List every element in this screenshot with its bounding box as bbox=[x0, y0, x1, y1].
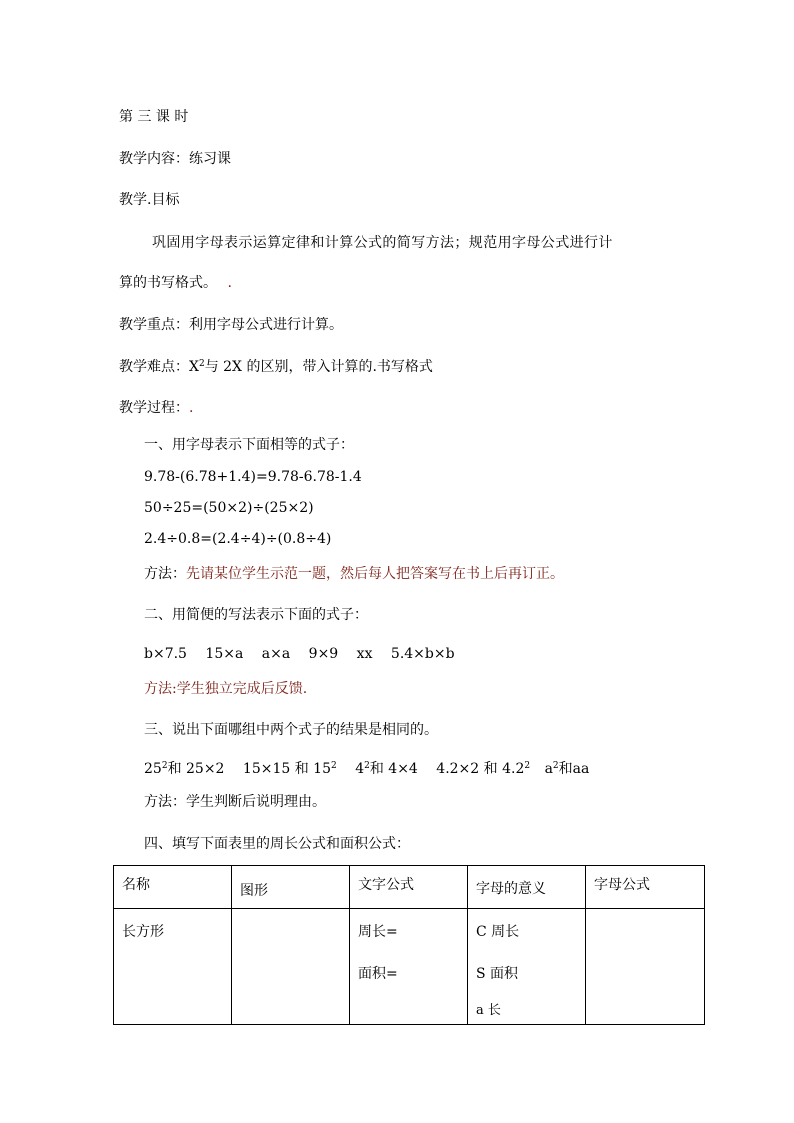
pair-1: $25^2$和 25×2 bbox=[144, 761, 225, 777]
table-cell-figure bbox=[232, 909, 350, 1025]
expression: 5.4×b×b bbox=[390, 646, 455, 662]
area-formula: 面积= bbox=[358, 966, 398, 982]
section-1-method-text: 先请某位学生示范一题，然后每人把答案写在书上后再订正。 bbox=[186, 566, 564, 582]
section-3-method: 方法：学生判断后说明理由。 bbox=[144, 794, 326, 810]
process-dot: . bbox=[189, 400, 194, 416]
teaching-goals-label: 教学.目标 bbox=[119, 192, 180, 208]
process-label: 教学过程： bbox=[119, 400, 189, 416]
table-cell-text-formula bbox=[350, 909, 468, 1025]
teaching-difficulty bbox=[119, 358, 433, 376]
goals-text-2: 算的书写格式。 bbox=[119, 275, 217, 291]
teaching-content-label: 教学内容： bbox=[119, 151, 189, 167]
section-4-title: 四、填写下面表里的周长公式和面积公式： bbox=[144, 836, 410, 852]
section-3-title: 三、说出下面哪组中两个式子的结果是相同的。 bbox=[144, 722, 438, 738]
table-cell-letter-meaning bbox=[468, 909, 586, 1025]
meaning-area: S 面积 bbox=[476, 966, 519, 982]
section-1-method-label: 方法： bbox=[144, 566, 186, 582]
pair-3: $4^2$和 4×4 bbox=[355, 761, 418, 777]
teaching-goals-text-2 bbox=[119, 274, 232, 292]
section-1-line-2: 50÷25=(50×2)÷(25×2) bbox=[144, 500, 314, 516]
section-1-line-3: 2.4÷0.8=(2.4÷4)÷(0.8÷4) bbox=[144, 531, 332, 547]
teaching-key-point: 教学重点：利用字母公式进行计算。 bbox=[119, 317, 343, 333]
table-header: 文字公式 bbox=[350, 866, 468, 909]
meaning-length: a 长 bbox=[476, 1003, 501, 1018]
pair-5: $a^2$和aa bbox=[544, 761, 590, 777]
meaning-perimeter: C 周长 bbox=[476, 924, 520, 940]
section-3-pairs bbox=[144, 760, 589, 778]
expression: b×7.5 bbox=[144, 646, 187, 662]
teaching-process bbox=[119, 399, 193, 417]
difficulty-exponent: 2 bbox=[198, 359, 205, 369]
difficulty-prefix: 教学难点：X bbox=[119, 359, 199, 375]
table-cell-name: 长方形 bbox=[114, 909, 232, 1025]
goals-text-2-dot: . bbox=[227, 275, 232, 291]
section-1-title: 一、用字母表示下面相等的式子： bbox=[144, 437, 354, 453]
perimeter-formula: 周长= bbox=[358, 924, 398, 940]
expression: xx bbox=[356, 646, 373, 662]
section-1-method bbox=[144, 565, 564, 583]
section-2-method: 方法:学生独立完成后反馈. bbox=[144, 681, 308, 697]
expression: a×a bbox=[261, 646, 291, 662]
section-2-expressions bbox=[144, 645, 455, 663]
table-header: 字母的意义 bbox=[468, 866, 586, 909]
difficulty-suffix: 与 2X 的区别，带入计算的.书写格式 bbox=[204, 359, 433, 375]
table-cell-letter-formula bbox=[586, 909, 705, 1025]
lesson-title: 第 三 课 时 bbox=[119, 109, 189, 125]
pair-2: 15×15 和 $15^2$ bbox=[242, 761, 337, 777]
teaching-content bbox=[119, 150, 231, 168]
table-header-row bbox=[114, 866, 705, 909]
expression: 15×a bbox=[205, 646, 244, 662]
section-2-title: 二、用简便的写法表示下面的式子： bbox=[144, 607, 368, 623]
teaching-content-value: 练习课 bbox=[189, 151, 231, 167]
formula-table bbox=[113, 865, 705, 1025]
expression: 9×9 bbox=[308, 646, 339, 662]
table-header: 名称 bbox=[114, 866, 232, 909]
table-header: 字母公式 bbox=[586, 866, 705, 909]
table-header: 图形 bbox=[232, 866, 350, 909]
teaching-goals-text-1: 巩固用字母表示运算定律和计算公式的简写方法；规范用字母公式进行计 bbox=[152, 235, 613, 251]
pair-4: 4.2×2 和 $4.2^2$ bbox=[436, 761, 531, 777]
section-1-line-1: 9.78-(6.78+1.4)=9.78-6.78-1.4 bbox=[144, 469, 362, 485]
table-row bbox=[114, 909, 705, 1025]
